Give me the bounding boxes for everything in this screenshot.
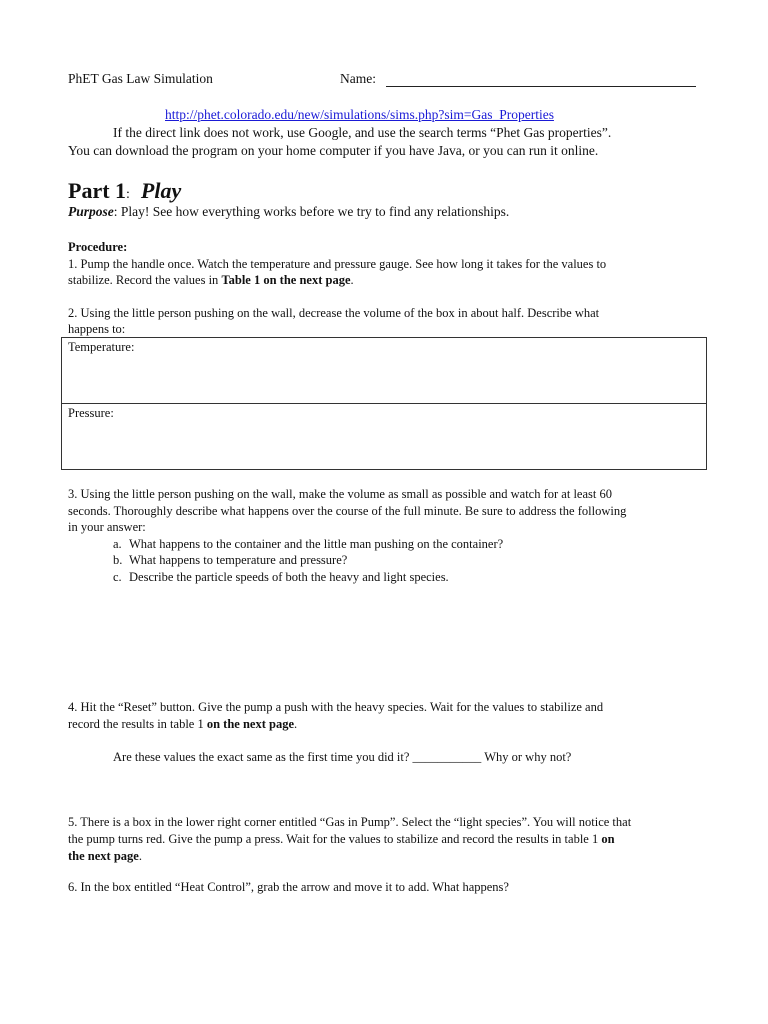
step6-line1: 6. In the box entitled “Heat Control”, grab the arrow and move it to add. What happens? <box>68 880 509 894</box>
simulation-link[interactable]: http://phet.colorado.edu/new/simulations/sims.php?sim=Gas_Properties <box>165 107 554 122</box>
step5-line1: 5. There is a box in the lower right corner entitled “Gas in Pump”. Select the “light species”. You will notice that <box>68 815 632 829</box>
list-marker: b. <box>113 553 123 567</box>
step3-line2: seconds. Thoroughly describe what happens over the course of the full minute. Be sure to address the following <box>68 504 627 518</box>
step3-line1: 3. Using the little person pushing on the wall, make the volume as small as possible and watch for at least 60 <box>68 487 612 501</box>
purpose-label: Purpose <box>68 204 114 219</box>
step4-line2: record the results in table 1 on the next page. <box>68 717 298 731</box>
note-download: You can download the program on your home computer if you have Java, or you can run it online. <box>68 143 599 158</box>
list-marker: a. <box>113 537 122 551</box>
step5-line3: the next page. <box>68 849 142 863</box>
step2-line1: 2. Using the little person pushing on the wall, decrease the volume of the box in about half. Describe what <box>68 306 600 320</box>
note-google: If the direct link does not work, use Google, and use the search terms “Phet Gas properties”. <box>113 125 612 140</box>
step3-line3: in your answer: <box>68 520 146 534</box>
next-page-reference: on the next page <box>206 717 294 731</box>
part-subtitle: Play <box>140 178 182 203</box>
name-label: Name: <box>340 71 376 86</box>
step4-question: Are these values the exact same as the first time you did it? ___________ Why or why not? <box>113 750 572 764</box>
purpose-text: : Play! See how everything works before we try to find any relationships. <box>113 204 510 219</box>
purpose-line <box>68 204 509 220</box>
temperature-label: Temperature: <box>68 340 135 354</box>
list-marker: c. <box>113 570 122 584</box>
next-page-reference: the next page <box>68 849 139 863</box>
pressure-answer-box[interactable] <box>61 403 707 470</box>
procedure-heading: Procedure: <box>68 240 128 254</box>
step4-line1: 4. Hit the “Reset” button. Give the pump a push with the heavy species. Wait for the values to stabilize and <box>68 700 604 714</box>
step1-line1: 1. Pump the handle once. Watch the temperature and pressure gauge. See how long it takes for the values to <box>68 257 607 271</box>
list-item: c. Describe the particle speeds of both the heavy and light species. <box>113 570 449 584</box>
step1-line2: stabilize. Record the values in Table 1 on the next page. <box>68 273 354 287</box>
table-reference: Table 1 on the next page <box>221 273 351 287</box>
part-number: Part 1 <box>68 178 127 203</box>
temperature-answer-box[interactable] <box>61 337 707 404</box>
list-item: a. What happens to the container and the little man pushing on the container? <box>113 537 504 551</box>
name-input-line[interactable] <box>386 86 696 87</box>
worksheet-title: PhET Gas Law Simulation <box>68 71 213 86</box>
step5-line2: the pump turns red. Give the pump a press. Wait for the values to stabilize and record the results in table 1 on <box>68 832 615 846</box>
step2-line2: happens to: <box>68 322 126 336</box>
list-item: b. What happens to temperature and pressure? <box>113 553 348 567</box>
part-colon: : <box>126 187 130 202</box>
pressure-label: Pressure: <box>68 406 114 420</box>
